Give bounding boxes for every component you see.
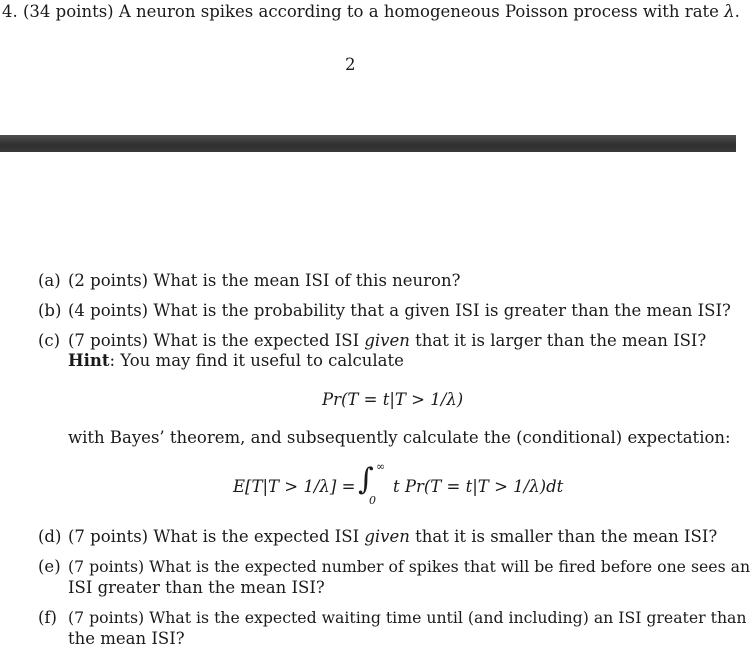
- part-e-line1: (7 points) What is the expected number of spikes that will be fired before one sees an: [68, 557, 750, 576]
- equation-conditional-probability: Pr(T = t|T > 1/λ): [322, 390, 464, 409]
- part-d-label: (d): [38, 527, 62, 546]
- integral-sign: ∫: [358, 462, 374, 497]
- question-intro-end: .: [734, 2, 740, 21]
- integral-upper-limit: ∞: [376, 460, 386, 473]
- part-a-text: (2 points) What is the mean ISI of this neuron?: [68, 271, 461, 290]
- question-intro: (34 points) A neuron spikes according to a homogeneous Poisson process with rate: [23, 2, 725, 21]
- part-e-label: (e): [38, 557, 61, 576]
- part-c-text: [68, 331, 706, 351]
- equation-expectation-lhs: E[T|T > 1/λ] =: [233, 477, 356, 496]
- part-f-label: (f): [38, 608, 57, 627]
- hint-line: [68, 351, 404, 371]
- part-d-text-emphasis: given: [364, 527, 410, 546]
- part-d-text-post: that it is smaller than the mean ISI?: [409, 527, 718, 546]
- page-break-bar: [0, 135, 736, 152]
- part-f-line2: the mean ISI?: [68, 629, 185, 648]
- part-a: [38, 271, 61, 291]
- part-e-line2: ISI greater than the mean ISI?: [68, 578, 325, 597]
- integral-lower-limit: 0: [369, 494, 376, 507]
- question-number: 4.: [2, 2, 18, 21]
- part-d-text-pre: (7 points) What is the expected ISI: [68, 527, 365, 546]
- rate-symbol: λ: [724, 2, 735, 21]
- equation-expectation-rhs: t Pr(T = t|T > 1/λ)dt: [393, 477, 564, 496]
- part-c-label: (c): [38, 331, 61, 350]
- hint-text: : You may find it useful to calculate: [109, 351, 404, 370]
- part-c-text-post: that it is larger than the mean ISI?: [409, 331, 707, 350]
- part-b-text: (4 points) What is the probability that a given ISI is greater than the mean ISI?: [68, 301, 731, 320]
- part-f-line1: (7 points) What is the expected waiting time until (and including) an ISI greater than: [68, 608, 747, 627]
- part-a-label: (a): [38, 271, 61, 290]
- page-number: 2: [345, 55, 356, 74]
- part-c-text-emphasis: given: [364, 331, 410, 350]
- part-b-label: (b): [38, 301, 62, 320]
- question-header: [2, 2, 740, 22]
- bayes-text: with Bayes’ theorem, and subsequently calculate the (conditional) expectation:: [68, 428, 731, 447]
- part-c-text-pre: (7 points) What is the expected ISI: [68, 331, 365, 350]
- part-d-text: [68, 527, 717, 547]
- hint-label: Hint: [68, 351, 110, 370]
